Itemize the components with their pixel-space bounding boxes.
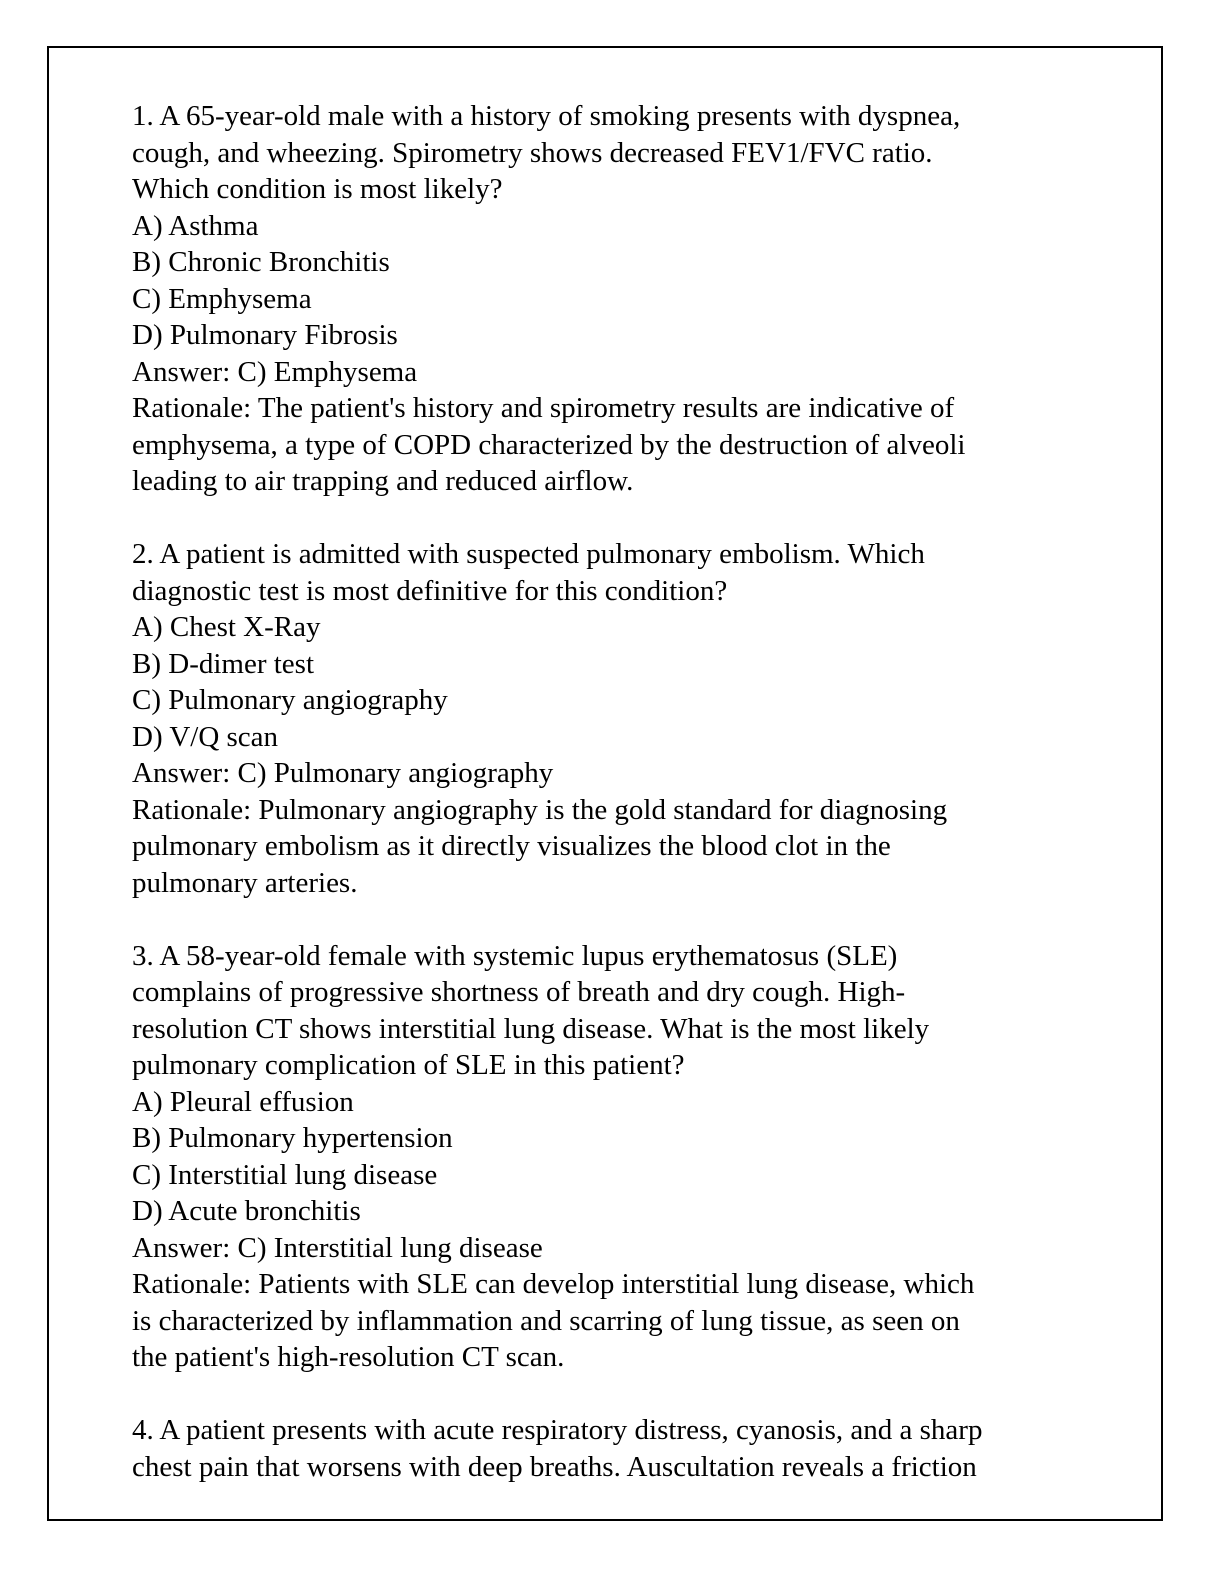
answer-option: B) Pulmonary hypertension bbox=[132, 1122, 453, 1154]
question-stem-line: cough, and wheezing. Spirometry shows decreased FEV1/FVC ratio. bbox=[132, 136, 933, 169]
answer-option: C) Pulmonary angiography bbox=[132, 684, 448, 716]
question-1 bbox=[132, 98, 1082, 500]
rationale-line: is characterized by inflammation and scarring of lung tissue, as seen on bbox=[132, 1304, 960, 1337]
answer-option: D) Acute bronchitis bbox=[132, 1195, 361, 1227]
rationale-line: Rationale: Patients with SLE can develop interstitial lung disease, which bbox=[132, 1268, 975, 1300]
rationale-line: pulmonary arteries. bbox=[132, 866, 358, 899]
question-stem-line: pulmonary complication of SLE in this patient? bbox=[132, 1049, 685, 1081]
question-stem-line: 2. A patient is admitted with suspected pulmonary embolism. Which bbox=[132, 538, 925, 570]
question-2 bbox=[132, 536, 1082, 901]
rationale-line: pulmonary embolism as it directly visualizes the blood clot in the bbox=[132, 830, 891, 862]
answer-option: D) V/Q scan bbox=[132, 720, 279, 753]
question-stem-line: diagnostic test is most definitive for this condition? bbox=[132, 574, 728, 607]
rationale-line: Rationale: Pulmonary angiography is the gold standard for diagnosing bbox=[132, 793, 948, 826]
answer-option: B) D-dimer test bbox=[132, 647, 315, 680]
answer-option: A) Chest X-Ray bbox=[132, 611, 321, 643]
answer-option: B) Chronic Bronchitis bbox=[132, 246, 390, 278]
question-4 bbox=[132, 1412, 1082, 1485]
rationale-line: emphysema, a type of COPD characterized by the destruction of alveoli bbox=[132, 428, 966, 461]
document-body bbox=[132, 98, 1082, 1522]
question-stem-line: 1. A 65-year-old male with a history of smoking presents with dyspnea, bbox=[132, 100, 961, 132]
question-stem-line: complains of progressive shortness of breath and dry cough. High- bbox=[132, 976, 906, 1008]
question-3 bbox=[132, 938, 1082, 1376]
question-stem-line: 4. A patient presents with acute respiratory distress, cyanosis, and a sharp bbox=[132, 1414, 983, 1446]
question-stem-line: resolution CT shows interstitial lung disease. What is the most likely bbox=[132, 1012, 930, 1045]
answer-option: C) Emphysema bbox=[132, 282, 312, 315]
correct-answer: Answer: C) Pulmonary angiography bbox=[132, 757, 554, 789]
correct-answer: Answer: C) Interstitial lung disease bbox=[132, 1231, 543, 1264]
rationale-line: leading to air trapping and reduced airflow. bbox=[132, 465, 634, 497]
rationale-line: the patient's high-resolution CT scan. bbox=[132, 1341, 565, 1373]
question-stem-line: Which condition is most likely? bbox=[132, 173, 503, 205]
answer-option: A) Pleural effusion bbox=[132, 1085, 354, 1118]
question-stem-line: chest pain that worsens with deep breaths. Auscultation reveals a friction bbox=[132, 1450, 977, 1483]
rationale-line: Rationale: The patient's history and spirometry results are indicative of bbox=[132, 392, 955, 424]
question-stem-line: 3. A 58-year-old female with systemic lupus erythematosus (SLE) bbox=[132, 939, 898, 972]
answer-option: D) Pulmonary Fibrosis bbox=[132, 319, 398, 351]
correct-answer: Answer: C) Emphysema bbox=[132, 355, 418, 388]
answer-option: A) Asthma bbox=[132, 209, 259, 242]
answer-option: C) Interstitial lung disease bbox=[132, 1158, 438, 1191]
